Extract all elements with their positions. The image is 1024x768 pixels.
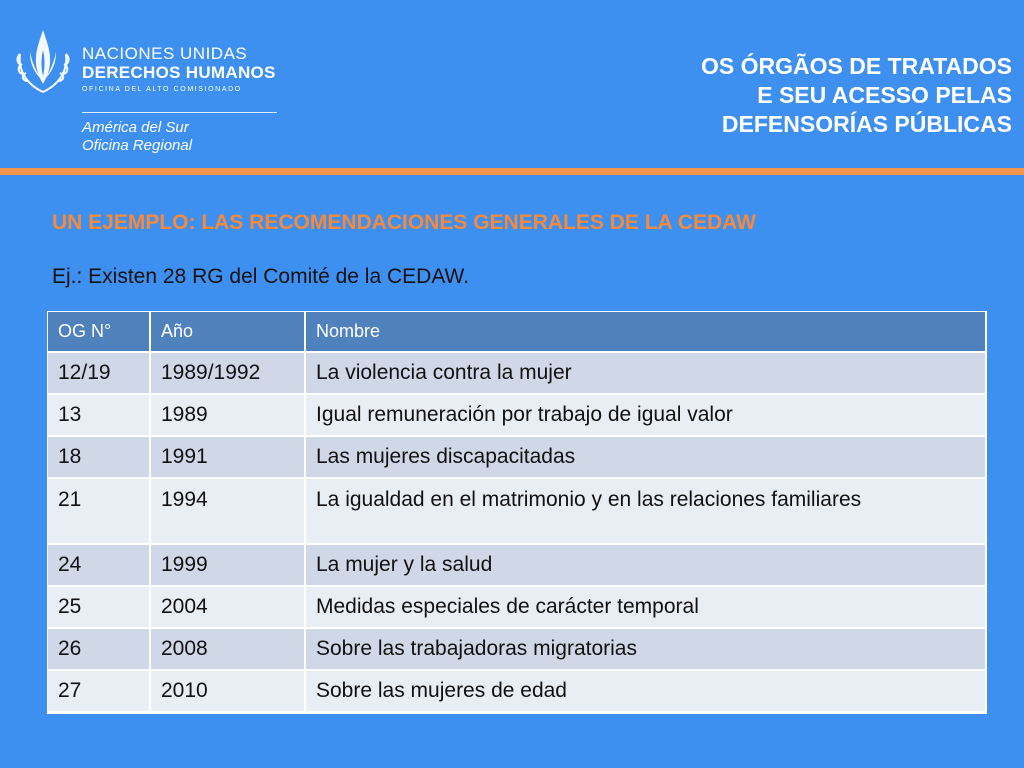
table-row [48, 586, 986, 628]
title-line1: OS ÓRGÃOS DE TRATADOS [701, 53, 1012, 79]
office-line1: América del Sur [82, 119, 189, 136]
column-header-name: Nombre [305, 312, 986, 352]
cell-name: Igual remuneración por trabajo de igual valor [305, 394, 986, 436]
cell-og: 24 [48, 544, 150, 586]
cell-name: La igualdad en el matrimonio y en las relaciones familiares [305, 478, 986, 544]
table-row [48, 394, 986, 436]
cell-og: 25 [48, 586, 150, 628]
org-name-line1: NACIONES UNIDAS [82, 44, 248, 63]
cell-name: Sobre las trabajadoras migratorias [305, 628, 986, 670]
cell-name: Sobre las mujeres de edad [305, 670, 986, 712]
cell-name: La violencia contra la mujer [305, 352, 986, 394]
title-line3: DEFENSORÍAS PÚBLICAS [721, 111, 1012, 137]
section-subtitle: UN EJEMPLO: LAS RECOMENDACIONES GENERALES DE LA CEDAW [52, 211, 756, 234]
cell-year: 1989 [150, 394, 305, 436]
title-line2: E SEU ACESSO PELAS [757, 82, 1012, 108]
table-row [48, 352, 986, 394]
column-header-og: OG N° [48, 312, 150, 352]
column-header-year: Año [150, 312, 305, 352]
un-emblem-icon [8, 22, 78, 102]
cell-name: La mujer y la salud [305, 544, 986, 586]
cell-og: 13 [48, 394, 150, 436]
cell-name: Medidas especiales de carácter temporal [305, 586, 986, 628]
cell-year: 2008 [150, 628, 305, 670]
recommendations-table [47, 311, 987, 714]
cell-year: 1989/1992 [150, 352, 305, 394]
cell-og: 26 [48, 628, 150, 670]
table-row [48, 436, 986, 478]
table-row [48, 628, 986, 670]
table-header-row [48, 312, 986, 352]
header [0, 0, 1024, 168]
table-row [48, 478, 986, 544]
cell-og: 21 [48, 478, 150, 544]
table-row [48, 544, 986, 586]
cell-year: 1999 [150, 544, 305, 586]
cell-year: 1991 [150, 436, 305, 478]
header-divider [0, 168, 1024, 175]
cell-year: 1994 [150, 478, 305, 544]
organization-name [82, 44, 276, 93]
cell-year: 2004 [150, 586, 305, 628]
org-name-line3: OFICINA DEL ALTO COMISIONADO [82, 86, 242, 93]
intro-text: Ej.: Existen 28 RG del Comité de la CEDAW. [52, 265, 470, 288]
org-divider [82, 112, 277, 113]
slide-title [592, 52, 1012, 139]
cell-og: 12/19 [48, 352, 150, 394]
office-line2: Oficina Regional [82, 137, 193, 154]
table-row [48, 670, 986, 712]
cell-og: 27 [48, 670, 150, 712]
regional-office [82, 119, 192, 155]
org-name-line2: DERECHOS HUMANOS [82, 63, 276, 82]
cell-year: 2010 [150, 670, 305, 712]
cell-og: 18 [48, 436, 150, 478]
cell-name: Las mujeres discapacitadas [305, 436, 986, 478]
